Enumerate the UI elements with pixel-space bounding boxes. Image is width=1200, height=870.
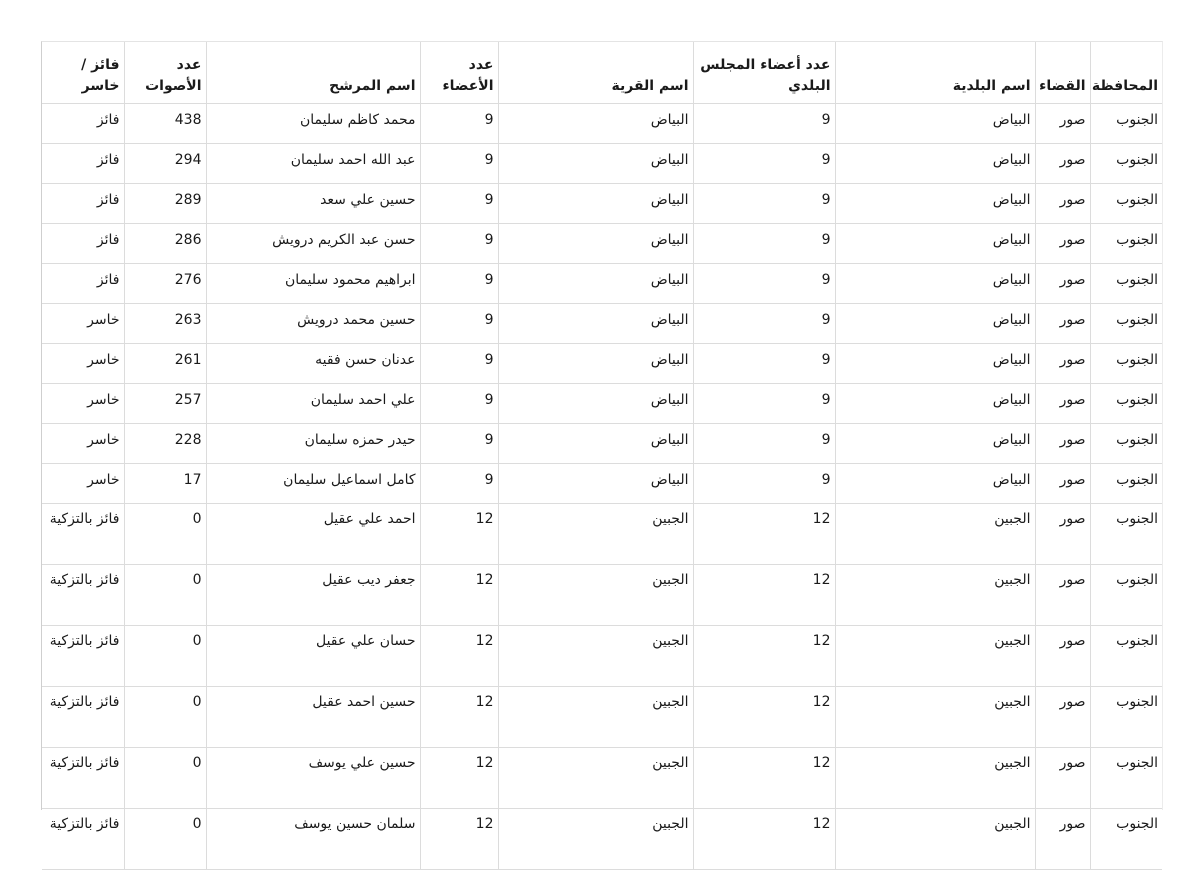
cell-municipality: البياض <box>835 144 1035 184</box>
cell-governorate: الجنوب <box>1090 104 1162 144</box>
cell-municipality: البياض <box>835 184 1035 224</box>
cell-members: 9 <box>420 144 498 184</box>
cell-district: صور <box>1035 565 1090 626</box>
table-row <box>42 344 1162 384</box>
header-members: عدد الأعضاء <box>420 42 498 104</box>
header-district: القضاء <box>1035 42 1090 104</box>
table-row <box>42 504 1162 565</box>
cell-municipality: الجبين <box>835 748 1035 809</box>
cell-council-members: 12 <box>693 565 835 626</box>
cell-votes: 289 <box>124 184 206 224</box>
cell-council-members: 9 <box>693 304 835 344</box>
cell-members: 9 <box>420 304 498 344</box>
cell-result: خاسر <box>42 424 124 464</box>
cell-district: صور <box>1035 748 1090 809</box>
cell-candidate: علي احمد سليمان <box>206 384 420 424</box>
cell-village: الجبين <box>498 809 693 870</box>
cell-votes: 257 <box>124 384 206 424</box>
cell-candidate: جعفر ديب عقيل <box>206 565 420 626</box>
cell-governorate: الجنوب <box>1090 344 1162 384</box>
cell-village: الجبين <box>498 565 693 626</box>
cell-members: 9 <box>420 224 498 264</box>
cell-governorate: الجنوب <box>1090 687 1162 748</box>
cell-village: البياض <box>498 144 693 184</box>
table-row <box>42 626 1162 687</box>
cell-district: صور <box>1035 464 1090 504</box>
cell-governorate: الجنوب <box>1090 304 1162 344</box>
cell-members: 9 <box>420 384 498 424</box>
cell-result: فائز <box>42 104 124 144</box>
cell-municipality: البياض <box>835 104 1035 144</box>
cell-members: 12 <box>420 626 498 687</box>
cell-village: البياض <box>498 224 693 264</box>
table-row <box>42 264 1162 304</box>
cell-governorate: الجنوب <box>1090 384 1162 424</box>
cell-village: الجبين <box>498 748 693 809</box>
cell-members: 9 <box>420 184 498 224</box>
cell-district: صور <box>1035 224 1090 264</box>
cell-candidate: كامل اسماعيل سليمان <box>206 464 420 504</box>
spreadsheet-sheet <box>41 41 1163 832</box>
cell-votes: 0 <box>124 809 206 870</box>
cell-district: صور <box>1035 424 1090 464</box>
cell-governorate: الجنوب <box>1090 224 1162 264</box>
cell-district: صور <box>1035 304 1090 344</box>
cell-governorate: الجنوب <box>1090 184 1162 224</box>
cell-governorate: الجنوب <box>1090 809 1162 870</box>
cell-members: 9 <box>420 464 498 504</box>
cell-candidate: ابراهيم محمود سليمان <box>206 264 420 304</box>
cell-council-members: 9 <box>693 464 835 504</box>
header-governorate: المحافظة <box>1090 42 1162 104</box>
cell-votes: 286 <box>124 224 206 264</box>
cell-municipality: البياض <box>835 424 1035 464</box>
cell-votes: 17 <box>124 464 206 504</box>
cell-district: صور <box>1035 344 1090 384</box>
cell-members: 12 <box>420 687 498 748</box>
cell-council-members: 12 <box>693 504 835 565</box>
election-results-table <box>42 42 1162 870</box>
cell-council-members: 12 <box>693 687 835 748</box>
table-row <box>42 748 1162 809</box>
header-village: اسم القرية <box>498 42 693 104</box>
cell-result: فائز بالتزكية <box>42 626 124 687</box>
cell-candidate: حسين احمد عقيل <box>206 687 420 748</box>
cell-members: 12 <box>420 565 498 626</box>
cell-council-members: 9 <box>693 184 835 224</box>
table-row <box>42 144 1162 184</box>
cell-candidate: محمد كاظم سليمان <box>206 104 420 144</box>
cell-governorate: الجنوب <box>1090 504 1162 565</box>
cell-result: فائز بالتزكية <box>42 748 124 809</box>
cell-district: صور <box>1035 144 1090 184</box>
cell-members: 12 <box>420 504 498 565</box>
cell-votes: 0 <box>124 687 206 748</box>
cell-votes: 438 <box>124 104 206 144</box>
cell-municipality: الجبين <box>835 687 1035 748</box>
cell-council-members: 9 <box>693 224 835 264</box>
cell-district: صور <box>1035 384 1090 424</box>
cell-members: 9 <box>420 424 498 464</box>
cell-district: صور <box>1035 184 1090 224</box>
cell-result: خاسر <box>42 344 124 384</box>
cell-candidate: حيدر حمزه سليمان <box>206 424 420 464</box>
cell-council-members: 9 <box>693 144 835 184</box>
header-municipality: اسم البلدية <box>835 42 1035 104</box>
cell-village: البياض <box>498 464 693 504</box>
cell-members: 9 <box>420 104 498 144</box>
cell-candidate: عبد الله احمد سليمان <box>206 144 420 184</box>
cell-governorate: الجنوب <box>1090 626 1162 687</box>
cell-governorate: الجنوب <box>1090 424 1162 464</box>
cell-district: صور <box>1035 809 1090 870</box>
cell-district: صور <box>1035 504 1090 565</box>
cell-votes: 263 <box>124 304 206 344</box>
cell-municipality: الجبين <box>835 504 1035 565</box>
cell-municipality: البياض <box>835 464 1035 504</box>
cell-votes: 0 <box>124 504 206 565</box>
cell-municipality: الجبين <box>835 626 1035 687</box>
cell-governorate: الجنوب <box>1090 748 1162 809</box>
table-row <box>42 304 1162 344</box>
cell-votes: 228 <box>124 424 206 464</box>
cell-result: فائز <box>42 224 124 264</box>
cell-result: فائز بالتزكية <box>42 687 124 748</box>
cell-village: البياض <box>498 304 693 344</box>
header-council-members: عدد أعضاء المجلس البلدي <box>693 42 835 104</box>
cell-municipality: البياض <box>835 384 1035 424</box>
cell-municipality: البياض <box>835 224 1035 264</box>
cell-members: 9 <box>420 344 498 384</box>
cell-governorate: الجنوب <box>1090 464 1162 504</box>
cell-votes: 261 <box>124 344 206 384</box>
table-row <box>42 104 1162 144</box>
cell-village: الجبين <box>498 504 693 565</box>
header-candidate: اسم المرشح <box>206 42 420 104</box>
cell-council-members: 12 <box>693 809 835 870</box>
cell-result: خاسر <box>42 304 124 344</box>
cell-candidate: سلمان حسين يوسف <box>206 809 420 870</box>
cell-municipality: البياض <box>835 304 1035 344</box>
header-votes: عدد الأصوات <box>124 42 206 104</box>
cell-village: البياض <box>498 384 693 424</box>
cell-candidate: عدنان حسن فقيه <box>206 344 420 384</box>
cell-district: صور <box>1035 687 1090 748</box>
cell-council-members: 12 <box>693 626 835 687</box>
cell-result: خاسر <box>42 464 124 504</box>
table-row <box>42 384 1162 424</box>
cell-governorate: الجنوب <box>1090 565 1162 626</box>
cell-candidate: حسان علي عقيل <box>206 626 420 687</box>
cell-governorate: الجنوب <box>1090 264 1162 304</box>
cell-village: البياض <box>498 184 693 224</box>
cell-votes: 0 <box>124 565 206 626</box>
cell-result: فائز <box>42 264 124 304</box>
cell-candidate: حسين محمد درويش <box>206 304 420 344</box>
table-row <box>42 424 1162 464</box>
header-row <box>42 42 1162 104</box>
cell-result: خاسر <box>42 384 124 424</box>
cell-council-members: 9 <box>693 104 835 144</box>
cell-votes: 276 <box>124 264 206 304</box>
cell-council-members: 9 <box>693 384 835 424</box>
cell-candidate: احمد علي عقيل <box>206 504 420 565</box>
cell-village: البياض <box>498 264 693 304</box>
cell-candidate: حسين علي سعد <box>206 184 420 224</box>
cell-votes: 294 <box>124 144 206 184</box>
cell-village: البياض <box>498 344 693 384</box>
cell-municipality: البياض <box>835 344 1035 384</box>
cell-members: 9 <box>420 264 498 304</box>
cell-votes: 0 <box>124 748 206 809</box>
cell-municipality: البياض <box>835 264 1035 304</box>
cell-council-members: 12 <box>693 748 835 809</box>
cell-district: صور <box>1035 264 1090 304</box>
cell-village: الجبين <box>498 626 693 687</box>
cell-members: 12 <box>420 809 498 870</box>
table-row <box>42 184 1162 224</box>
cell-members: 12 <box>420 748 498 809</box>
cell-council-members: 9 <box>693 344 835 384</box>
cell-result: فائز <box>42 184 124 224</box>
cell-result: فائز بالتزكية <box>42 565 124 626</box>
cell-council-members: 9 <box>693 424 835 464</box>
cell-municipality: الجبين <box>835 565 1035 626</box>
table-row <box>42 464 1162 504</box>
table-row <box>42 687 1162 748</box>
cell-council-members: 9 <box>693 264 835 304</box>
cell-votes: 0 <box>124 626 206 687</box>
cell-governorate: الجنوب <box>1090 144 1162 184</box>
cell-village: الجبين <box>498 687 693 748</box>
header-result: فائز / خاسر <box>42 42 124 104</box>
cell-district: صور <box>1035 104 1090 144</box>
table-row <box>42 565 1162 626</box>
cell-candidate: حسن عبد الكريم درويش <box>206 224 420 264</box>
cell-candidate: حسين علي يوسف <box>206 748 420 809</box>
cell-result: فائز بالتزكية <box>42 809 124 870</box>
cell-result: فائز بالتزكية <box>42 504 124 565</box>
table-row <box>42 224 1162 264</box>
table-row <box>42 809 1162 870</box>
cell-district: صور <box>1035 626 1090 687</box>
cell-village: البياض <box>498 104 693 144</box>
cell-village: البياض <box>498 424 693 464</box>
cell-result: فائز <box>42 144 124 184</box>
cell-municipality: الجبين <box>835 809 1035 870</box>
